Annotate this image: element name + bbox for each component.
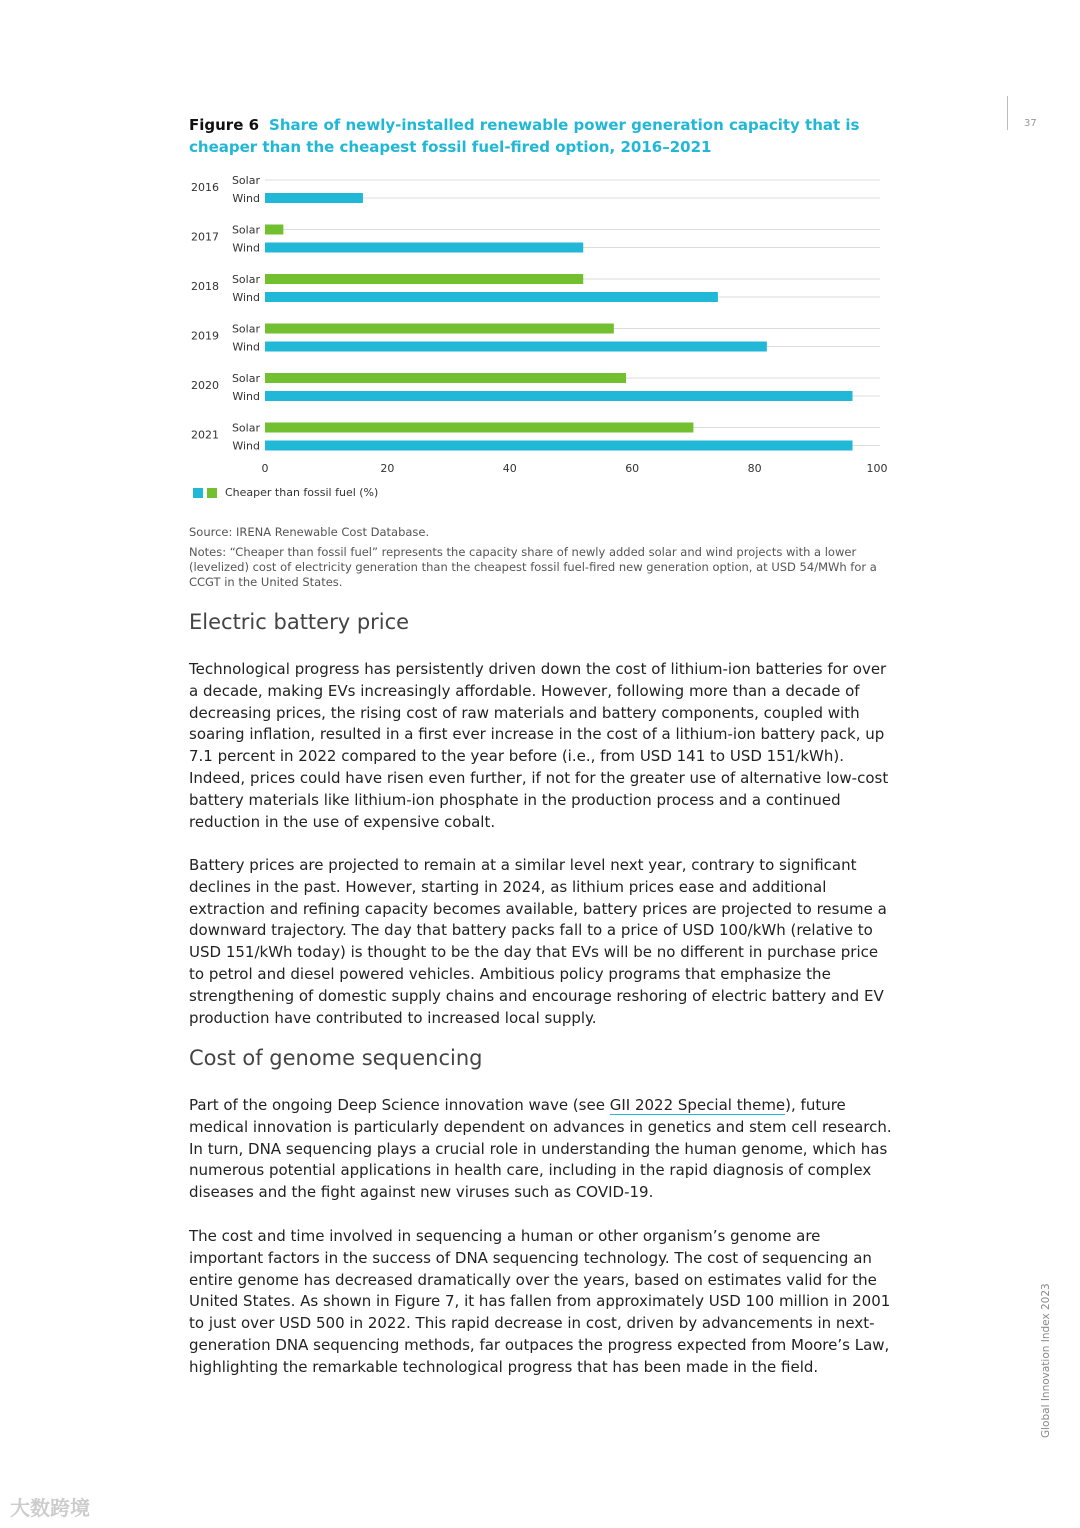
battery-paragraph-2: Battery prices are projected to remain at a similar level next year, contrary to significant declines in the past. However, starting in 2024, as lithium prices ease and additional extraction and refining capacity becomes available, battery prices are projected to resume a downward trajectory. The day that battery packs fall to a price of USD 100/kWh (relative to USD 151/kWh today) is thought to be the day that EVs will be no different in purchase price to petrol and diesel powered vehicles. Ambitious policy programs that emphasize the strengthening of domestic supply chains and encourage reshoring of electric battery and EV production have contributed to increased local supply. [189,856,887,1027]
figure-caption: Share of newly-installed renewable power generation capacity that is cheaper than the cheapest fossil fuel-fired option, 2016–2021 [189,116,860,156]
genome-paragraph-1-start: Part of the ongoing Deep Science innovation wave (see [189,1096,610,1114]
series-label-wind: Wind [232,390,260,403]
bar-solar-2017 [265,225,283,235]
series-label-wind: Wind [232,291,260,304]
x-tick-80: 80 [747,462,762,475]
legend-swatch-wind [193,488,203,498]
figure-source: Source: IRENA Renewable Cost Database. [189,525,430,539]
series-label-solar: Solar [231,223,260,237]
series-label-solar: Solar [231,273,260,286]
x-tick-100: 100 [866,462,888,475]
bar-solar-2018 [265,274,583,284]
series-label-solar: Solar [231,322,260,336]
series-label-wind: Wind [232,340,260,354]
publication-side-label: Global Innovation Index 2023 [1040,1283,1052,1438]
page-number: 37 [1024,118,1037,129]
series-label-solar: Solar [231,174,260,187]
x-tick-0: 0 [261,462,269,475]
series-label-solar: Solar [231,372,260,385]
figure-title [189,114,889,158]
series-label-wind: Wind [232,241,260,255]
gii-special-theme-link[interactable]: GII 2022 Special theme [609,1096,786,1114]
section-heading-battery: Electric battery price [189,610,410,634]
battery-paragraph-1: Technological progress has persistently driven down the cost of lithium-ion batteries for over a decade, making EVs increasingly affordable. However, following more than a decade of decreasing prices, the rising cost of raw materials and battery components, coupled with soaring inflation, resulted in a first ever increase in the cost of a lithium-ion battery pack, up 7.1 percent in 2022 compared to the year before (i.e., from USD 141 to USD 151/kWh). Indeed, prices could have risen even further, if not for the greater use of alternative low-cost battery materials like lithium-ion phosphate in the production process and a continued reduction in the use of expensive cobalt. [189,660,889,831]
x-tick-60: 60 [625,462,640,475]
section-heading-genome: Cost of genome sequencing [189,1046,483,1070]
series-label-solar: Solar [231,421,260,435]
bar-wind-2019 [265,342,767,352]
category-label-2017: 2017 [191,230,219,244]
category-label-2019: 2019 [191,329,219,343]
legend-swatch-solar [207,488,217,498]
bar-chart [180,165,900,480]
genome-paragraph-1 [189,1095,894,1204]
legend-label: Cheaper than fossil fuel (%) [225,486,379,499]
watermark-logo: 大数跨境 [10,1496,90,1520]
figure-notes: Notes: “Cheaper than fossil fuel” represents the capacity share of newly added solar and wind projects with a lower (levelized) cost of electricity generation than the cheapest fossil fuel-fired new generation option, at USD 54/MWh for a CCGT in the United States. [189,545,877,589]
bar-solar-2020 [265,373,626,383]
genome-paragraph-1-end: ), future medical innovation is particularly dependent on advances in genetics and stem cell research. In turn, DNA sequencing plays a crucial role in understanding the human genome, which has numerous potential applications in health care, including in the rapid diagnosis of complex diseases and the fight against new viruses such as COVID-19. [189,1096,892,1202]
bar-solar-2019 [265,324,614,334]
bar-wind-2021 [265,441,853,451]
bar-wind-2017 [265,243,583,253]
genome-paragraph-2: The cost and time involved in sequencing a human or other organism’s genome are important factors in the success of DNA sequencing technology. The cost of sequencing an entire genome has decreased dramatically over the years, based on estimates valid for the United States. As shown in Figure 7, it has fallen from approximately USD 100 million in 2001 to just over USD 500 in 2022. This rapid decrease in cost, driven by advancements in next-generation DNA sequencing methods, far outpaces the progress expected from Moore’s Law, highlighting the remarkable technological progress that has been made in the field. [189,1227,891,1376]
category-label-2018: 2018 [191,280,219,293]
x-tick-20: 20 [380,462,395,475]
category-label-2016: 2016 [191,181,219,194]
category-label-2020: 2020 [191,379,219,392]
bar-wind-2016 [265,193,363,203]
page-number-divider [1007,96,1008,130]
bar-wind-2020 [265,391,853,401]
series-label-wind: Wind [232,192,260,205]
chart-legend [193,486,378,499]
bar-wind-2018 [265,292,718,302]
figure-label: Figure 6 [189,116,260,134]
category-label-2021: 2021 [191,428,219,442]
bar-solar-2021 [265,423,693,433]
series-label-wind: Wind [232,439,260,453]
x-tick-40: 40 [502,462,517,475]
